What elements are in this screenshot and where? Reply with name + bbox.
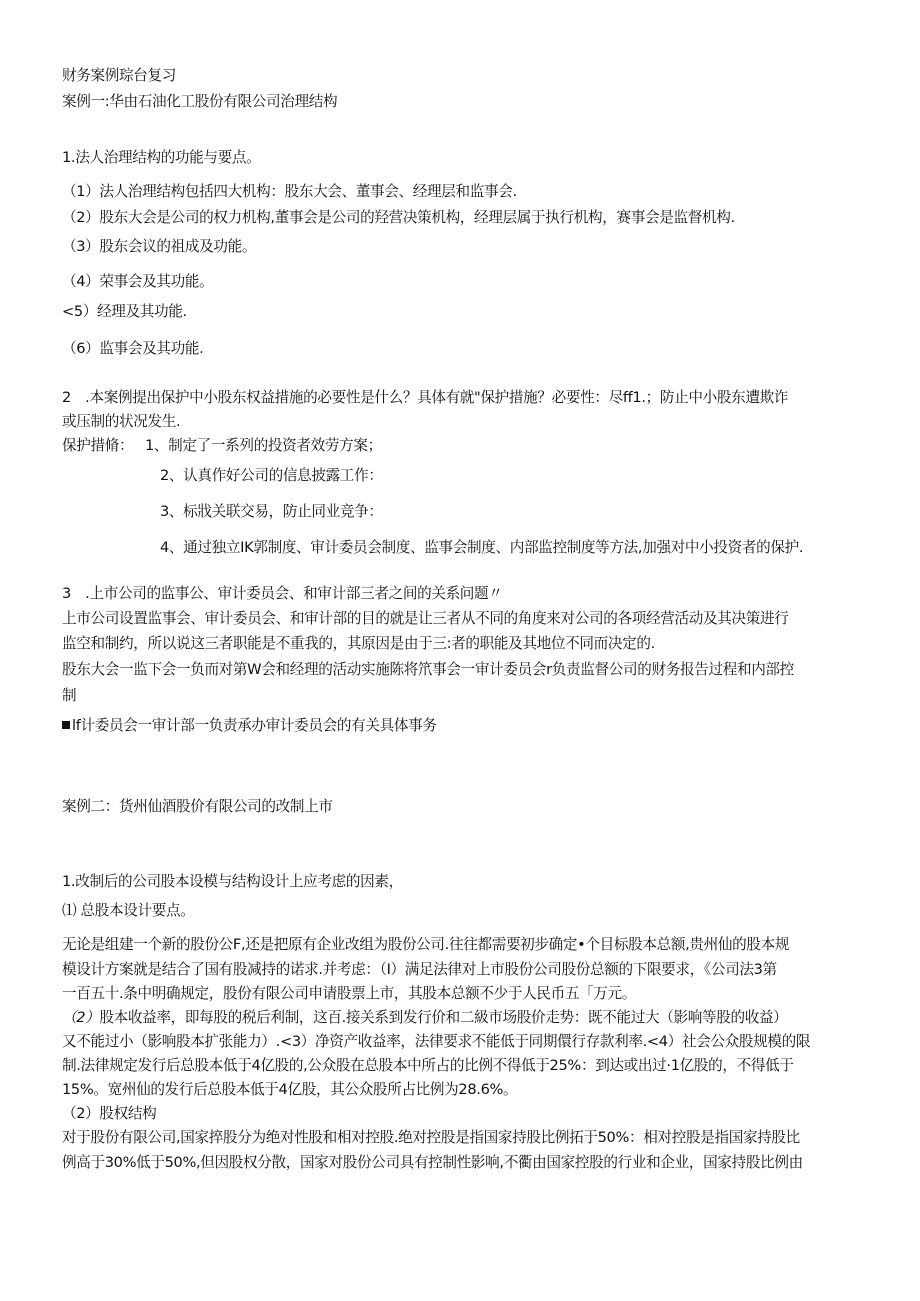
case2-para2-line: 制.法律规定发行后总股本低于4亿股的,公众股在总股本中所占的比例不得低于25%：到达或出过·1亿股的，不得低于 — [62, 1057, 794, 1074]
case1-q1-item: <5）经理及其功能. — [62, 303, 187, 320]
case1-q1-title: 1.法人治理结构的功能与要点。 — [62, 149, 261, 166]
case1-q3-last-line: lf计委员会一审计部一负责承办审计委员会的有关具体事务 — [62, 716, 437, 736]
case1-heading: 案例一:华由石油化工股份有限公司治理结构 — [62, 93, 338, 110]
measure-item: 4、通过独立IK郭制度、审计委员会制度、监事会制度、内部监控制度等方法,加强对中小投资者的保护. — [160, 539, 804, 556]
document-title: 财务案例琮台复习 — [62, 67, 176, 84]
case2-para2-line: （2）股本收益率，即每股的税后利制，这百.接关系到发行价和二級市场股价走势：既不能过大（影响等股的收益） — [62, 1009, 788, 1026]
case2-heading: 案例二：货州仙酒股价有限公司的改制上市 — [62, 798, 333, 815]
measure-item: 2、认真作好公司的信息披露工作： — [160, 467, 383, 484]
case1-q1-item: （6）监事会及其功能. — [62, 340, 204, 357]
case2-para3-line: 例高于30%低于50%,但因股权分散，国家对股份公司具有控制性影响,不衢由国家控股的行业和企业，国家持股比例由 — [62, 1154, 803, 1171]
case2-sub1-title: ⑴ 总股本设计要点。 — [62, 902, 195, 919]
case1-q3-line: 股东大会一监下会一负而对第W会和经理的活动实施陈将笊事会一审计委员会r负责监督公司的财务报告过程和内部控 — [62, 661, 794, 678]
case1-q1-item: （3）股东会议的祖成及功能。 — [62, 238, 257, 255]
case1-q3-line: 制 — [62, 687, 77, 704]
case2-sub2-title: （2）股权结构 — [62, 1105, 157, 1122]
case1-q1-item: （4）荣事会及其功能。 — [62, 273, 214, 290]
measure-item: 3、标戕关联交易，防止同业竞争： — [160, 503, 383, 520]
case2-para1-line: 一百五十.条中明确规定，股份有限公司申请股票上市，其股本总额不少于人民币五「万元。 — [62, 985, 637, 1002]
case1-q3-title: 3 .上市公司的监事公、审计委员会、和审计部三者之间的关系问题〃 — [62, 585, 503, 602]
case1-q1-item: （2）股东大会是公司的权力机构,董事会是公司的羟营决策机构，经理层属于执行机构，赛事会是监督机构. — [62, 209, 735, 226]
case1-q2-line: 或压制的状况发生. — [62, 413, 181, 430]
case2-q1-title: 1.改制后的公司股本设模与结构设计上应考虑的因素， — [62, 873, 403, 890]
case1-q1-item: （1）法人治理结构包括四大机构：股东大会、董事会、经理层和监事会. — [62, 183, 517, 200]
square-bullet-icon — [62, 721, 70, 729]
case2-para1-line: 无论是组建一个新的股份公F,还是把原有企业改组为股份公司.往往都需要初步确定•个目标股本总额,贵州仙的股本规 — [62, 936, 790, 953]
case1-q3-line: 上市公司设置监事会、审计委员会、和审计部的目的就是让三者从不同的角度来对公司的各项经营活动及其决策进行 — [62, 610, 789, 627]
measure-item: 1、制定了一系列的投资者效劳方案； — [145, 437, 382, 454]
measures-label: 保护措脩： — [62, 437, 134, 454]
case2-para2-line: 又不能过小（影响股本扩张能力）.<3）净资产收益率，法律要求不能低于同期儇行存款利率.<4）社会公众股规模的限 — [62, 1033, 811, 1050]
case1-q3-line: 监空和制约，所以说这三者职能是不重我的，其原因是由于三:者的职能及其地位不同而决定的. — [62, 635, 655, 652]
case2-para2-line: 15%。宽州仙的发行后总股本低于4亿股，其公众股所占比例为28.6%。 — [62, 1081, 518, 1098]
case2-para3-line: 对于股份有限公司,国家捽股分为绝对性股和相对控股.绝对控股是指国家持股比例拓于50%：相对控股是指国家持股比 — [62, 1129, 800, 1146]
case2-para1-line: 模设计方案就是结合了国有股减持的诺求.并考虑：（I）满足法律对上市股份公司股份总额的下限要求，《公司法3第 — [62, 961, 777, 978]
case1-q2-line: 2 .本案例提出保护中小股东权益措施的必要性是什么？具体有就"保护措施？必要性：尽ff1.；防止中小股东遭欺诈 — [62, 389, 789, 406]
